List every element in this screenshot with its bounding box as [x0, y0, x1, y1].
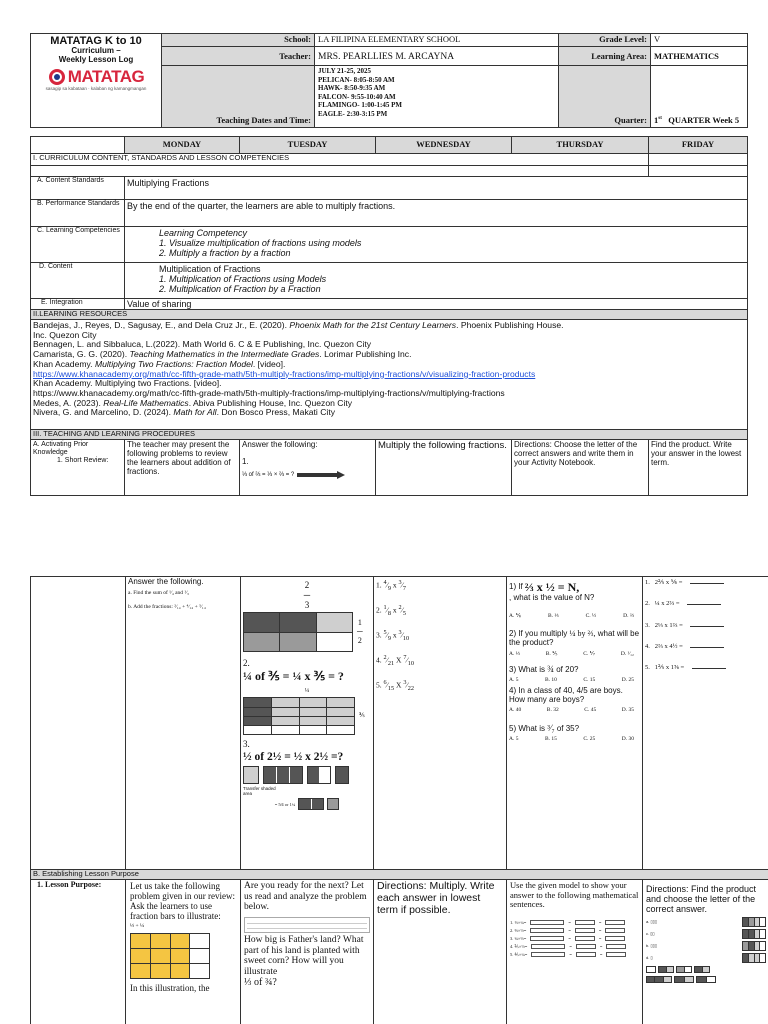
continued-monday [126, 577, 241, 870]
review-thursday: Directions: Choose the letter of the correct answers and write them in your Activity Notebook. [512, 440, 649, 496]
purpose-tuesday-problem-box [244, 917, 370, 933]
review-wednesday: Multiply the following fractions. [376, 440, 512, 496]
tuesday-model-2 [243, 697, 355, 735]
purpose-monday-text: Let us take the following problem given in our review: [130, 881, 235, 902]
header-title: MATATAG K to 10 [50, 35, 142, 47]
q5-choice-c: C. 25 [583, 735, 596, 742]
purpose-tuesday-equation: ⅓ of ¾? [244, 977, 277, 989]
spacer-row [31, 166, 649, 177]
tuesday-item-1-equation: ⅓ of ⅔ = ⅓ × ⅔ = ? [242, 471, 373, 479]
header-subtitle-2: Weekly Lesson Log [58, 55, 134, 65]
teacher-label: Teacher: [162, 47, 315, 66]
tuesday-fraction-half: 1 ─ 2 [357, 617, 363, 645]
q4-choice-a: A. 40 [509, 706, 522, 713]
review-friday: Find the product. Write your answer in the lowest term. [649, 440, 748, 496]
friday-item-3: 3. 2⅓ x 1⅔ = [645, 622, 767, 629]
q5-choice-b: B. 15 [544, 735, 557, 742]
quarter-label: Quarter: [559, 66, 651, 128]
monday-item-a: a. Find the sum of ¹⁄₄ and ¹⁄₃ [128, 589, 189, 596]
logo-tagline: sasagip sa kabataan · kalaban ng kamangmangan [45, 86, 147, 92]
purpose-friday [643, 880, 768, 1024]
dates-label: Teaching Dates and Time: [162, 66, 315, 128]
lesson-table [30, 136, 748, 496]
purpose-monday-equation: ⅓ + ¼ [130, 923, 145, 930]
integration-value: Value of sharing [125, 299, 748, 310]
resource-1 [33, 321, 745, 331]
content-title: Multiplication of Fractions [159, 264, 261, 274]
q3-choice-a: A. 5 [509, 676, 519, 683]
header-table [30, 33, 748, 128]
review-tuesday [240, 440, 376, 496]
friday-item-5: 5. 1⅖ x 1⅝ = [645, 664, 767, 671]
q3-choice-c: C. 15 [583, 676, 596, 683]
day-friday: FRIDAY [649, 137, 748, 154]
resource-9 [33, 408, 745, 418]
tuesday-model-3 [243, 766, 371, 784]
continued-friday [643, 577, 768, 870]
wednesday-item-1: 1. $^4⁄_9$ x $^3⁄_7$ [376, 579, 407, 592]
date-range: JULY 21-25, 2025 [318, 67, 371, 75]
spacer-cell [649, 166, 748, 177]
short-review-label: 1. Short Review: [57, 456, 109, 464]
content-1: 1. Multiplication of Fractions using Models [159, 274, 327, 285]
competency-2: 2. Multiply a fraction by a fraction [159, 248, 291, 259]
purpose-thursday-text: Use the given model to show your answer to the following mathematical sentences. [510, 880, 639, 910]
grade-label: Grade Level: [559, 34, 651, 47]
friday-item-2: 2. ¼ x 2⅔ = [645, 600, 767, 607]
purpose-tuesday [241, 880, 374, 1024]
q4-choice-b: B. 32 [546, 706, 559, 713]
review-tuesday-item: 1. [242, 457, 249, 467]
continued-thursday [507, 577, 643, 870]
tuesday-item-3: 3. [243, 739, 250, 750]
quarter-number: 1 [654, 115, 659, 126]
section-b-title: B. Establishing Lesson Purpose [31, 870, 768, 880]
tuesday-answer-text: = 5⁄4 or 1¼ [274, 801, 296, 807]
schedule-pelican: PELICAN- 8:05-8:50 AM [318, 75, 395, 84]
resource-4-c: . [video]. [252, 358, 286, 369]
wednesday-item-4: 4. $^2⁄_{21}$ X $^7⁄_{10}$ [376, 654, 414, 667]
competency-1: 1. Visualize multiplication of fractions using models [159, 238, 362, 249]
continued-label-cell [31, 577, 126, 870]
perf-std-value: By the end of the quarter, the learners are able to multiply fractions. [125, 200, 748, 227]
wednesday-item-3: 3. $^5⁄_9$ x $^3⁄_{10}$ [376, 629, 410, 642]
resource-1-c: . Phoenix Publishing House. [456, 320, 564, 331]
resources-list [31, 320, 748, 430]
thursday-question-3: 3) What is ¾ of 20? [509, 663, 579, 674]
thursday-q5-text: 5) What is [509, 723, 546, 733]
tuesday-fraction-three-fifths: ⅗ [359, 713, 365, 720]
schedule-hawk: HAWK- 8:50-9:35 AM [318, 84, 386, 93]
thursday-question-5: 5) What is ³⁄₇ of 35? [509, 722, 580, 733]
thursday-question-4: 4) In a class of 40, 4/5 are boys. How many are boys? [509, 685, 623, 704]
resource-4-a: Khan Academy. [33, 358, 95, 369]
thursday-q3-suffix: of 20? [556, 664, 579, 674]
resource-3-c: . Lorimar Publishing Inc. [319, 349, 412, 360]
quarter-value [651, 66, 748, 128]
content-std-value: Multiplying Fractions [125, 177, 748, 200]
purpose-monday-text-2: Ask the learners to use fraction bars to illustrate: [130, 901, 221, 922]
perf-std-label: B. Performance Standards [31, 200, 125, 227]
resource-1-a: Bandejas, J., Reyes, D., Sagusay, E., and Dela Cruz Jr., E. (2020). [33, 320, 290, 331]
quarter-week: QUARTER Week 5 [668, 115, 740, 126]
thursday-q4-choices [509, 707, 640, 713]
day-tuesday: TUESDAY [240, 137, 376, 154]
wednesday-item-5: 5. $^6⁄_{15}$ X $^3⁄_{22}$ [376, 679, 414, 692]
resource-1-b: Phoenix Math for the 21st Century Learners [289, 320, 457, 331]
schedule-falcon: FALCON- 9:55-10:40 AM [318, 92, 396, 101]
teacher-value: MRS. PEARLLIES M. ARCAYNA [315, 47, 559, 66]
integration-label: E. Integration [31, 299, 125, 310]
resource-8-c: . Abiva Publishing House, Inc. Quezon City [188, 397, 353, 408]
thursday-q1-equation: ⅔ x ½ = N, [524, 580, 580, 594]
competency-title: Learning Competency [159, 228, 248, 238]
school-value: LA FILIPINA ELEMENTARY SCHOOL [315, 34, 559, 47]
activating-label [31, 440, 125, 496]
day-header-blank [31, 137, 125, 154]
header-branding [31, 34, 162, 128]
friday-item-1: 1. 2⅖ x ⅚ = [645, 579, 767, 586]
dates-value [315, 66, 559, 128]
resource-3-b: Teaching Mathematics in the Intermediate Grades [129, 349, 320, 360]
section-2-title: II.LEARNING RESOURCES [31, 310, 748, 320]
review-tuesday-text: Answer the following: [242, 440, 318, 450]
section-3-title: III. TEACHING AND LEARNING PROCEDURES [31, 430, 748, 440]
resource-3-a: Camarista, G. G. (2020). [33, 349, 130, 360]
competency-value [125, 227, 748, 263]
purpose-thursday-models: 1. ⅓×¼= = = 2. ⅔×½= = = 3. ¾×⅓= = = 4. ⅖×½= = = 5. ⅘×¼= = = [510, 920, 639, 957]
resource-4-b: Multiplying Two Fractions: Fraction Model [94, 358, 253, 369]
resource-6: Khan Academy. Multiplying two Fractions. [video]. [33, 378, 222, 389]
lesson-purpose-label: 1. Lesson Purpose: [31, 880, 126, 1024]
thursday-q3-text: 3) What is [509, 664, 546, 674]
thursday-q1-prefix: 1) If [509, 582, 523, 592]
lesson-table-continued [30, 576, 768, 1024]
wednesday-item-2: 2. $^1⁄_8$ x $^2⁄_5$ [376, 604, 407, 617]
header-subtitle-1: Curriculum – [71, 46, 121, 56]
resource-link-1[interactable]: https://www.khanacademy.org/math/cc-fifth-grade-math/5th-multiply-fractions/imp-multiplying-fractions/v/visualizing-fraction-products [33, 368, 536, 379]
review-monday: The teacher may present the following problems to review the learners about addition of fractions. [125, 440, 240, 496]
matatag-logo: MATATAG [67, 67, 145, 87]
monday-item-a-text: a. Find the sum of [128, 589, 170, 596]
purpose-monday [126, 880, 241, 1024]
activating-text: A. Activating Prior Knowledge [33, 441, 89, 456]
thursday-q2-text: 2) If you multiply [509, 628, 568, 638]
q3-choice-d: D. 25 [621, 676, 634, 683]
tuesday-quarter-label: ¼ [304, 687, 310, 694]
resource-link-2: https://www.khanacademy.org/math/cc-fifth-grade-math/5th-multiply-fractions/imp-multiplying-fractions/v/multiplying-fractions [33, 388, 505, 398]
purpose-tuesday-text: Are you ready for the next? Let us read and analyze the problem below. [244, 881, 367, 913]
tuesday-equation-2: ¼ of ⅗ = ¼ x ⅗ = ? [243, 669, 344, 684]
resource-8-b: Real-Life Mathematics [103, 397, 189, 408]
purpose-monday-fraction-model [130, 933, 210, 979]
purpose-wednesday: Directions: Multiply. Write each answer in lowest term if possible. [374, 880, 507, 1024]
deped-seal-icon [48, 68, 66, 86]
purpose-friday-choices: a. ▯▯▯ c. ▯▯ b. ▯▯▯ d. ▯ [646, 917, 766, 983]
continued-wednesday [374, 577, 507, 870]
content-std-label: A. Content Standards [31, 177, 125, 200]
schedule-eagle: EAGLE- 2:30-3:15 PM [318, 109, 388, 118]
q5-choice-d: D. 30 [621, 735, 634, 742]
grade-value: V [651, 34, 748, 47]
thursday-q3-choices [509, 677, 640, 683]
quarter-suffix: st [658, 116, 662, 122]
content-value [125, 263, 748, 299]
purpose-monday-text-3: In this illustration, the [130, 983, 210, 994]
friday-item-4: 4. 2⅔ x 4½ = [645, 643, 767, 650]
tuesday-equation-3: ½ of 2½ = ½ x 2½ =? [243, 750, 344, 763]
monday-item-b-text: b. Add the fractions: [128, 604, 173, 611]
content-label: D. Content [31, 263, 125, 299]
monday-item-b: b. Add the fractions: ²⁄₁₄ + ⁴⁄₁₄ + ⁵⁄₁₄ [128, 604, 206, 611]
area-value: MATHEMATICS [651, 47, 748, 66]
section-1-blank [649, 154, 748, 166]
competency-label: C. Learning Competencies [31, 227, 125, 263]
purpose-thursday [507, 880, 643, 1024]
resource-9-c: . Don Bosco Press, Makati City [216, 407, 336, 418]
tuesday-model-1 [243, 612, 353, 652]
thursday-q2-choices: A. ⅓ B. ⅕ C. ⅐ D. ¹⁄₁₂ [509, 651, 634, 658]
resource-2: Bennagen, L. and Sibbaluca, L.(2022). Math World 6. C & E Publishing, Inc. Quezon City [33, 339, 372, 350]
tuesday-fraction-two-thirds: 2 ─ 3 [303, 580, 311, 611]
q4-choice-d: D. 35 [621, 706, 634, 713]
thursday-q2-suffix: what will be the product? [509, 628, 640, 647]
continued-tuesday [241, 577, 374, 870]
resource-1-d: Inc. Quezon City [33, 329, 97, 340]
thursday-q1-choices: A. ⅙ B. ⅓ C. ½ D. ⅔ [509, 613, 634, 620]
day-wednesday: WEDNESDAY [376, 137, 512, 154]
thursday-question-2: 2) If you multiply ¼ by ⅔, what will be the product? [509, 628, 640, 647]
resource-9-b: Math for All [173, 407, 217, 418]
school-label: School: [162, 34, 315, 47]
tuesday-model-4 [243, 798, 371, 810]
day-thursday: THURSDAY [512, 137, 649, 154]
resource-8-a: Medes, A. (2023). [33, 397, 104, 408]
q4-choice-c: C. 45 [584, 706, 597, 713]
thursday-q5-choices [509, 736, 640, 742]
day-monday: MONDAY [125, 137, 240, 154]
q5-choice-a: A. 5 [509, 735, 519, 742]
purpose-tuesday-text-2: How big is Father's land? What part of his land is planted with sweet corn? How will you illustrate [244, 934, 364, 977]
section-1-title: I. CURRICULUM CONTENT, STANDARDS AND LESSON COMPETENCIES [31, 154, 649, 166]
tuesday-model-caption: Transfer shaded area [243, 786, 276, 797]
thursday-question-1 [509, 581, 640, 603]
schedule-flamingo: FLAMINGO- 1:00-1:45 PM [318, 101, 402, 110]
monday-intro: Answer the following. [128, 577, 204, 586]
arrow-right-icon [297, 471, 345, 479]
thursday-q5-suffix: of 35? [556, 723, 580, 733]
content-2: 2. Multiplication of Fraction by a Fraction [159, 284, 321, 295]
thursday-q1-suffix: , what is the value of N? [509, 593, 595, 603]
area-label: Learning Area: [559, 47, 651, 66]
purpose-friday-text: Directions: Find the product and choose the letter of the correct answer. [646, 884, 757, 915]
resource-9-a: Nivera, G. and Marcelino, D. (2024). [33, 407, 174, 418]
tuesday-item-2: 2. [243, 658, 250, 669]
q3-choice-b: B. 10 [544, 676, 557, 683]
